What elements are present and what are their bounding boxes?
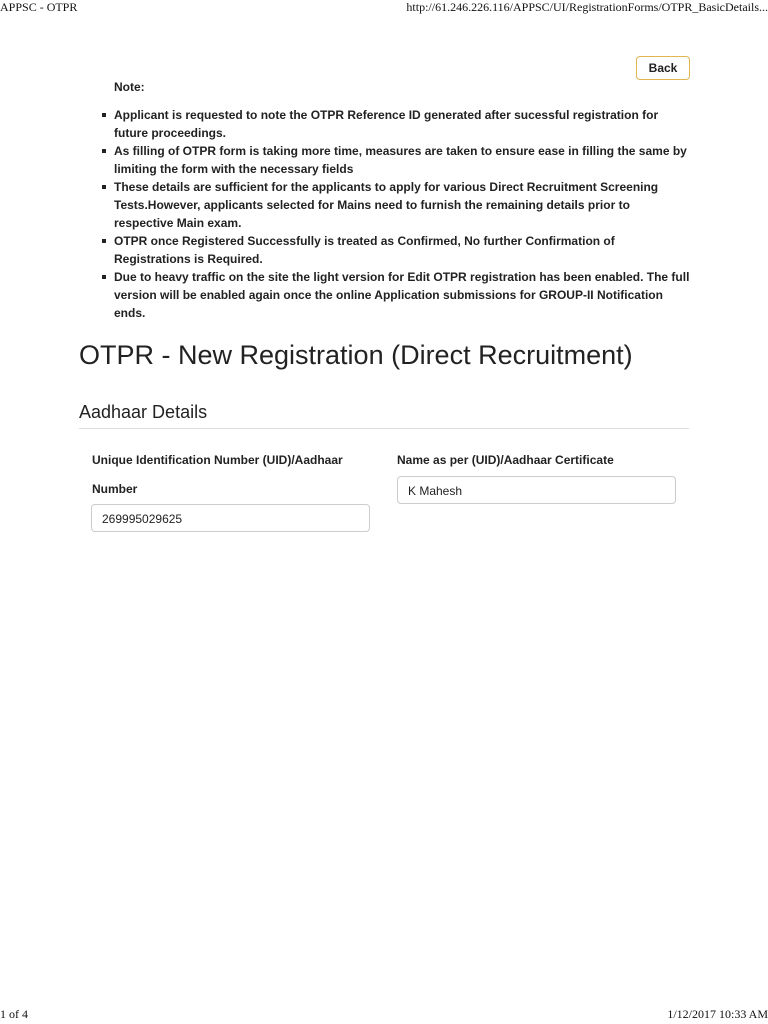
note-item-text: Due to heavy traffic on the site the light version for Edit OTPR registration has been enabled. The full version will be enabled again once the online Application submissions for GROUP-II Notification ends. <box>114 270 690 320</box>
uid-label: Unique Identification Number (UID)/Aadhaar Number <box>92 453 343 496</box>
name-input[interactable]: K Mahesh <box>397 476 676 504</box>
note-item <box>100 142 690 178</box>
note-title: Note: <box>114 80 145 94</box>
print-footer-timestamp: 1/12/2017 10:33 AM <box>667 1007 768 1021</box>
section-divider <box>79 428 689 429</box>
bullet-icon <box>102 113 106 117</box>
bullet-icon <box>102 149 106 153</box>
bullet-icon <box>102 185 106 189</box>
page-title: OTPR - New Registration (Direct Recruitment) <box>79 340 633 370</box>
name-label: Name as per (UID)/Aadhaar Certificate <box>397 453 614 467</box>
uid-input[interactable]: 269995029625 <box>91 504 370 532</box>
back-button[interactable]: Back <box>636 56 690 80</box>
print-header-title: APPSC - OTPR <box>0 0 78 14</box>
bullet-icon <box>102 239 106 243</box>
note-item <box>100 106 690 142</box>
note-item-text: These details are sufficient for the applicants to apply for various Direct Recruitment Screening Tests.However, applicants selected for Mains need to furnish the remaining details prior to respective Main exam. <box>114 180 659 230</box>
bullet-icon <box>102 275 106 279</box>
note-item <box>100 232 690 268</box>
note-item-text: OTPR once Registered Successfully is treated as Confirmed, No further Confirmation of Registrations is Required. <box>114 234 615 266</box>
note-item <box>100 268 690 322</box>
note-item-text: As filling of OTPR form is taking more time, measures are taken to ensure ease in filling the same by limiting the form with the necessary fields <box>114 144 687 176</box>
note-list <box>100 106 690 322</box>
aadhaar-section-title: Aadhaar Details <box>79 402 208 422</box>
note-item-text: Applicant is requested to note the OTPR Reference ID generated after sucessful registration for future proceedings. <box>114 108 659 140</box>
print-footer-page: 1 of 4 <box>0 1007 28 1021</box>
note-item <box>100 178 690 232</box>
print-header-url: http://61.246.226.116/APPSC/UI/RegistrationForms/OTPR_BasicDetails... <box>406 0 768 14</box>
